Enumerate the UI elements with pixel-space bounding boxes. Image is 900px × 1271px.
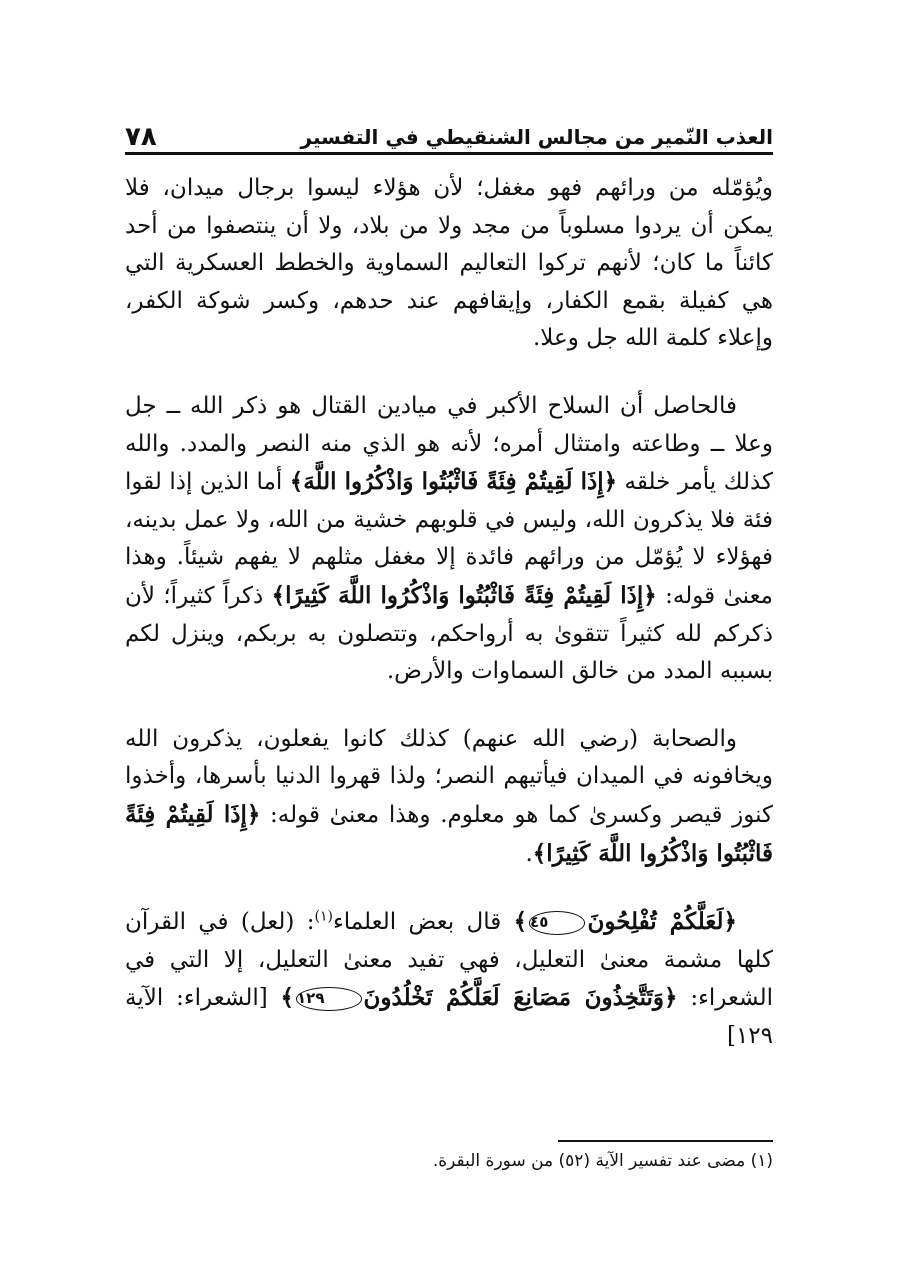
body-text-run: [الشعراء: الآية ١٢٩] (125, 985, 773, 1049)
paragraph (125, 903, 773, 1055)
ornate-bracket-open: ﴿ (603, 468, 618, 496)
ornate-bracket-close: ﴾ (280, 984, 295, 1012)
ornate-bracket-open: ﴿ (246, 800, 261, 828)
footnote-rule (558, 1140, 773, 1142)
ayah-number-marker: ٤٥ (529, 911, 585, 935)
quran-verse-text: لَعَلَّكُمْ تُفْلِحُونَ (587, 908, 724, 936)
body-text-run: : (لعل) في القرآن كلها مشمة معنىٰ التعليل، فهي تفيد معنىٰ التعليل، إلا التي في الشعراء: (125, 909, 774, 1012)
ornate-bracket-close: ﴾ (271, 581, 286, 609)
body-text-run: أما الذين إذا لقوا فئة فلا يذكرون الله، وليس في قلوبهم خشية من الله، ولا عمل بدينه، فهؤلاء لا يُؤمّل من ورائهم فائدة إلا مغفل مثلهم لا يفهم شيئاً. وهذا معنىٰ قوله: (125, 469, 773, 609)
ornate-bracket-close: ﴾ (289, 468, 304, 496)
paragraph-gap (125, 358, 773, 388)
footnote (125, 1148, 773, 1174)
paragraph-gap (125, 873, 773, 903)
body-text (125, 170, 773, 1055)
ornate-bracket-close: ﴾ (513, 908, 528, 936)
ornate-bracket-open: ﴿ (664, 984, 678, 1012)
paragraph (125, 721, 773, 873)
body-text-run: قال بعض العلماء (332, 909, 514, 936)
paragraph (125, 388, 773, 691)
body-text-run: والصحابة (رضي الله عنهم) كذلك كانوا يفعلون، يذكرون الله ويخافونه في الميدان فيأتيهم النصر؛ ولذا قهروا الدنيا بأسرها، وأخذوا كنوز قيصر وكسرىٰ كما هو معلوم. وهذا معنىٰ قوله: (125, 725, 773, 828)
ornate-bracket-open: ﴿ (723, 908, 737, 936)
quran-verse (290, 468, 617, 495)
running-title: العذب النّمير من مجالس الشنقيطي في التفسير (300, 125, 773, 149)
body-text-run: ويُؤمّله من ورائهم فهو مغفل؛ لأن هؤلاء ليسوا برجال ميدان، فلا يمكن أن يردوا مسلوباً من مجد ولا من بلاد، ولا أن ينتصفوا من أحد كائناً ما كان؛ لأنهم تركوا التعاليم السماوية والخطط العسكرية التي هي كفيلة بقمع الكفار، وإيقافهم عند حدهم، وكسر شوكة الكفر، وإعلاء كلمة الله جل وعلا. (125, 175, 773, 352)
paragraph-gap (125, 691, 773, 721)
body-text-run: فالحاصل أن السلاح الأكبر في ميادين القتال هو ذكر الله ــ جل وعلا ــ وطاعته وامتثال أمره؛ لأنه هو الذي منه النصر والمدد. والله كذلك يأمر خلقه (125, 392, 773, 496)
quran-verse (514, 908, 737, 935)
book-page (125, 0, 773, 1271)
running-header (125, 112, 773, 152)
ornate-bracket-close: ﴾ (532, 839, 547, 867)
quran-verse-text: إِذَا لَقِيتُمْ فِئَةً فَاثْبُتُوا وَاذْكُرُوا اللَّهَ كَثِيرًا (125, 800, 773, 867)
body-text-run: ذكراً كثيراً؛ لأن ذكركم لله كثيراً تتقوىٰ به أرواحكم، وتتصلون به بربكم، وينزل لكم بسببه المدد من خالق السماوات والأرض. (125, 582, 773, 685)
ornate-bracket-open: ﴿ (643, 581, 657, 609)
quran-verse (272, 582, 657, 609)
quran-verse (281, 984, 678, 1011)
quran-verse-text: إِذَا لَقِيتُمْ فِئَةً فَاثْبُتُوا وَاذْكُرُوا اللَّهَ كَثِيرًا (285, 581, 644, 609)
ayah-number-marker: ١٢٩ (296, 987, 361, 1011)
page-number: ٧٨ (125, 122, 157, 152)
paragraph (125, 170, 773, 358)
header-rule (125, 152, 773, 155)
quran-verse-text: وَتَتَّخِذُونَ مَصَانِعَ لَعَلَّكُمْ تَخْلُدُونَ (363, 984, 665, 1012)
quran-verse-text: إِذَا لَقِيتُمْ فِئَةً فَاثْبُتُوا وَاذْكُرُوا اللَّهَ (303, 468, 604, 496)
footnote-reference: (١) (314, 908, 333, 925)
footnote-text: مضى عند تفسير الآية (٥٢) من سورة البقرة. (432, 1151, 746, 1171)
body-text-run: . (525, 840, 533, 867)
footnote-marker: (١) (750, 1151, 773, 1171)
